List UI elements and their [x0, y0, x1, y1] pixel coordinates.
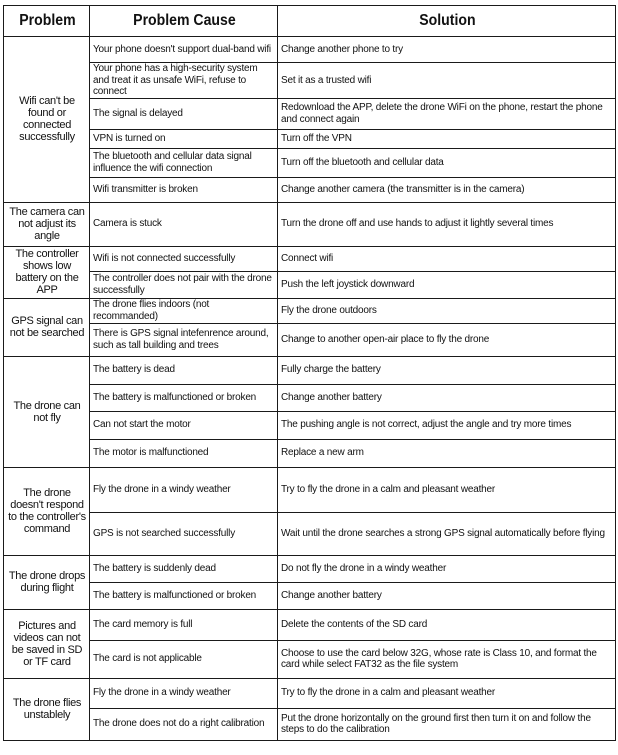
- table-row: [4, 98, 616, 129]
- solution-cell: Change to another open-air place to fly the drone: [278, 323, 616, 356]
- problem-cell: GPS signal can not be searched: [4, 298, 90, 356]
- problem-cell: The drone drops during flight: [4, 555, 90, 609]
- cause-header: Problem Cause: [101, 6, 266, 37]
- cause-cell: Wifi transmitter is broken: [90, 177, 278, 202]
- problem-cell: The drone flies unstablely: [4, 678, 90, 740]
- solution-cell: Do not fly the drone in a windy weather: [278, 555, 616, 582]
- cause-cell: The card is not applicable: [90, 640, 278, 678]
- solution-cell: Turn the drone off and use hands to adjust it lightly several times: [278, 202, 616, 246]
- solution-cell: The pushing angle is not correct, adjust the angle and try more times: [278, 411, 616, 439]
- cause-cell: Fly the drone in a windy weather: [90, 467, 278, 512]
- cause-cell: The signal is delayed: [90, 98, 278, 129]
- cause-cell: Can not start the motor: [90, 411, 278, 439]
- cause-cell: The drone flies indoors (not recommanded): [90, 298, 278, 323]
- cause-cell: The controller does not pair with the drone successfully: [90, 271, 278, 298]
- solution-cell: Try to fly the drone in a calm and pleasant weather: [278, 678, 616, 708]
- solution-cell: Connect wifi: [278, 246, 616, 271]
- solution-cell: Set it as a trusted wifi: [278, 63, 616, 99]
- header-row: [4, 6, 616, 37]
- solution-cell: Try to fly the drone in a calm and pleasant weather: [278, 467, 616, 512]
- table-row: [4, 411, 616, 439]
- table-row: [4, 640, 616, 678]
- table-row: [4, 678, 616, 708]
- cause-cell: VPN is turned on: [90, 129, 278, 148]
- problem-cell: The camera can not adjust its angle: [4, 202, 90, 246]
- table-row: [4, 202, 616, 246]
- solution-cell: Put the drone horizontally on the ground first then turn it on and follow the steps to do the calibration: [278, 708, 616, 740]
- table-row: [4, 356, 616, 384]
- problem-cell: The controller shows low battery on the APP: [4, 246, 90, 298]
- cause-cell: The battery is malfunctioned or broken: [90, 384, 278, 411]
- solution-cell: Change another battery: [278, 582, 616, 609]
- table-row: [4, 609, 616, 640]
- table-row: [4, 708, 616, 740]
- solution-cell: Change another battery: [278, 384, 616, 411]
- table-row: [4, 271, 616, 298]
- solution-cell: Fly the drone outdoors: [278, 298, 616, 323]
- table-row: [4, 129, 616, 148]
- cause-cell: There is GPS signal intefenrence around, such as tall building and trees: [90, 323, 278, 356]
- cause-cell: The motor is malfunctioned: [90, 439, 278, 467]
- cause-cell: Camera is stuck: [90, 202, 278, 246]
- solution-header: Solution: [298, 6, 595, 37]
- solution-cell: Redownload the APP, delete the drone WiFi on the phone, restart the phone and connect again: [278, 98, 616, 129]
- cause-cell: Wifi is not connected successfully: [90, 246, 278, 271]
- cause-cell: The battery is malfunctioned or broken: [90, 582, 278, 609]
- cause-cell: Your phone doesn't support dual-band wifi: [90, 37, 278, 63]
- table-body: [4, 37, 616, 741]
- table-row: [4, 37, 616, 63]
- problem-cell: The drone can not fly: [4, 356, 90, 467]
- cause-cell: The bluetooth and cellular data signal influence the wifi connection: [90, 148, 278, 177]
- table-row: [4, 148, 616, 177]
- table-row: [4, 63, 616, 99]
- solution-cell: Change another camera (the transmitter is in the camera): [278, 177, 616, 202]
- cause-cell: Your phone has a high-security system and treat it as unsafe WiFi, refuse to connect: [90, 63, 278, 99]
- table-row: [4, 384, 616, 411]
- solution-cell: Push the left joystick downward: [278, 271, 616, 298]
- problem-header: Problem: [9, 6, 85, 37]
- problem-cell: Wifi can't be found or connected successfully: [4, 37, 90, 203]
- table-row: [4, 177, 616, 202]
- cause-cell: Fly the drone in a windy weather: [90, 678, 278, 708]
- cause-cell: The card memory is full: [90, 609, 278, 640]
- troubleshooting-table: [3, 5, 616, 741]
- solution-cell: Turn off the bluetooth and cellular data: [278, 148, 616, 177]
- cause-cell: The drone does not do a right calibration: [90, 708, 278, 740]
- table-row: [4, 323, 616, 356]
- table-row: [4, 582, 616, 609]
- cause-cell: GPS is not searched successfully: [90, 512, 278, 555]
- solution-cell: Fully charge the battery: [278, 356, 616, 384]
- cause-cell: The battery is suddenly dead: [90, 555, 278, 582]
- table-row: [4, 298, 616, 323]
- table-row: [4, 439, 616, 467]
- table-row: [4, 467, 616, 512]
- solution-cell: Replace a new arm: [278, 439, 616, 467]
- table-row: [4, 512, 616, 555]
- solution-cell: Change another phone to try: [278, 37, 616, 63]
- solution-cell: Wait until the drone searches a strong GPS signal automatically before flying: [278, 512, 616, 555]
- table-row: [4, 555, 616, 582]
- cause-cell: The battery is dead: [90, 356, 278, 384]
- solution-cell: Delete the contents of the SD card: [278, 609, 616, 640]
- table-row: [4, 246, 616, 271]
- problem-cell: Pictures and videos can not be saved in SD or TF card: [4, 609, 90, 678]
- solution-cell: Turn off the VPN: [278, 129, 616, 148]
- solution-cell: Choose to use the card below 32G, whose rate is Class 10, and format the card while select FAT32 as the file system: [278, 640, 616, 678]
- problem-cell: The drone doesn't respond to the controller's command: [4, 467, 90, 555]
